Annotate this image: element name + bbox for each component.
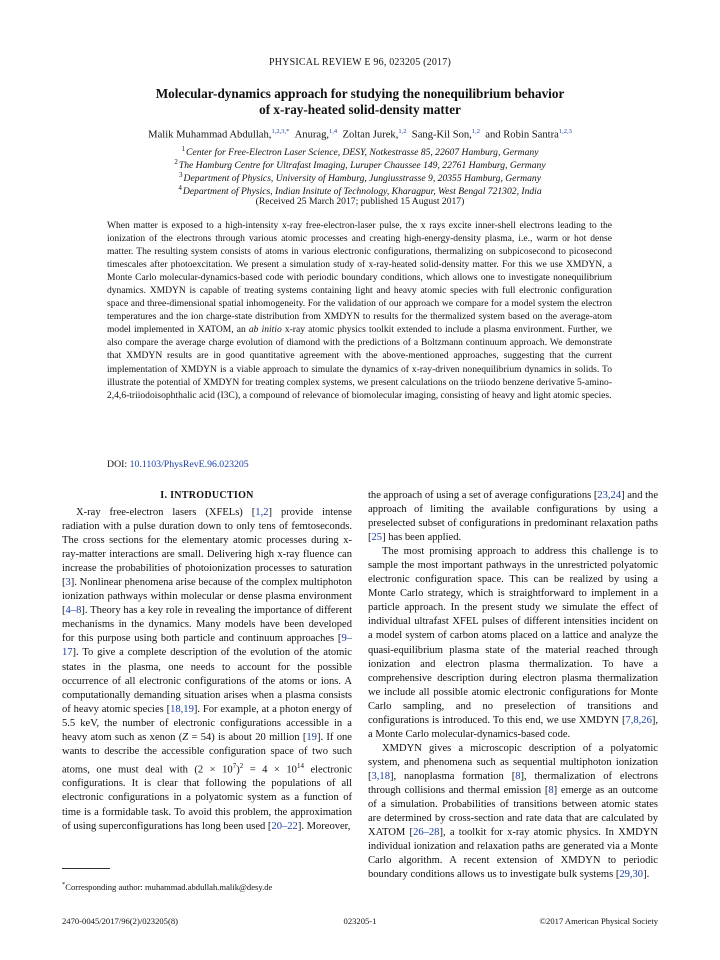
citation[interactable]: 29,30	[619, 869, 644, 881]
atomic-number-symbol: Z	[182, 731, 189, 743]
citation[interactable]: 4–8	[65, 605, 82, 617]
intro-paragraph-1: X-ray free-electron lasers (XFELs) [1,2] provide intense radiation with a pulse duration down to only tens of femtoseconds. The cross sections for the elementary atomic processes during x-ray-matter interactions are small. Delivering high x-ray fluence can increase the probabilities of photoionization processes to saturation [3]. Nonlinear phenomena arise because of the complex multiphoton ionization pathways within molecular or dense plasma environment [4–8]. Theory has a key role in revealing the importance of different mechanisms in the dynamics. Many models have been developed for this purpose using both particle and continuum approaches [9–17]. To give a complete description of the evolution of the atomic states in the plasma, one needs to account for the possible occurrence of all electronic configurations of the atoms or ions. A computationally demanding situation arises when a plasma consists of heavy atomic species [18,19]. For example, at a photon energy of 5.5 keV, the number of electronic configurations accessible in a heavy atom such as xenon (Z = 54) is about 20 million [19]. If one wants to describe the accessible configuration space of two such atoms, one must deal with $(2 \times 10^7)^2 = 4 \times 10^{14}$ electronic configurations. It is clear that following the populations of all electronic configurations in a polyatomic system as a function of time is a formidable task. To avoid this problem, the approximation of using superconfigurations has long been used [20–22]. Moreover,	[62, 507, 353, 832]
citation[interactable]: 26–28	[413, 827, 440, 839]
author-1: Malik Muhammad Abdullah,	[148, 129, 272, 141]
citation[interactable]: 7,8,26	[625, 714, 652, 726]
author-5: and Robin Santra	[485, 129, 559, 141]
running-head: PHYSICAL REVIEW E 96, 023205 (2017)	[269, 57, 451, 68]
footer-copyright: ©2017 American Physical Society	[539, 916, 658, 926]
title-line-2: of x-ray-heated solid-density matter	[259, 102, 461, 117]
author-1-affil[interactable]: 1,2,3,*	[271, 128, 290, 135]
doi-line	[107, 459, 249, 470]
affiliation-3: $^3$Department of Physics, University of Hamburg, Jungiusstrasse 9, 20355 Hamburg, Germany	[179, 171, 541, 185]
abstract-italic: ab initio	[248, 324, 282, 336]
author-list	[40, 128, 680, 141]
title-line-1: Molecular-dynamics approach for studying the nonequilibrium behavior	[155, 86, 565, 101]
citation[interactable]: 8	[548, 784, 554, 796]
footnote-mark: *	[62, 881, 66, 888]
citation[interactable]: 19	[306, 731, 317, 743]
citation[interactable]: 9–17	[62, 633, 352, 659]
doi-link[interactable]: 10.1103/PhysRevE.96.023205	[129, 459, 249, 470]
intro-paragraph-2: The most promising approach to address this challenge is to sample the most important pathways in the unrestricted polyatomic electronic configuration space. This can be realized by using a Monte Carlo strategy, which is straightforward to implement in a particle approach. In the present study we simulate the effect of individual ultrafast XFEL pulses of different intensities incident on a model system of carbon atoms placed on a lattice and analyze the quasi-equilibrium plasma state of the material reached through ionization and electron plasma thermalization. To have a comprehensive description during electron plasma thermalization we include all possible atomic electronic configurations for Monte Carlo sampling, and no preselection of transitions and configurations is introduced. To this end, we use XMDYN [7,8,26], a Monte Carlo molecular-dynamics-based code.	[368, 546, 658, 740]
citation[interactable]: 25	[371, 532, 383, 544]
footer-issn: 2470-0045/2017/96(2)/023205(8)	[62, 916, 179, 926]
author-2-affil[interactable]: 1,4	[329, 128, 338, 135]
right-column	[368, 489, 658, 882]
footer-page-number: 023205-1	[343, 916, 377, 926]
affiliation-2: $^2$The Hamburg Centre for Ultrafast Imaging, Luruper Chaussee 149, 22761 Hamburg, Germany	[174, 158, 546, 172]
intro-paragraph-1-cont: the approach of using a set of average configurations [23,24] and the approach of limiting the available configurations by using a preselected subset of configurations in predominant relaxation paths [25] has been applied.	[368, 490, 659, 544]
footnote-text: Corresponding author: muhammad.abdullah.malik@desy.de	[65, 881, 273, 892]
footnote	[62, 881, 362, 892]
author-5-affil[interactable]: 1,2,3	[558, 128, 572, 135]
citation[interactable]: 23,24	[597, 490, 622, 501]
affiliation-1: $^1$Center for Free-Electron Laser Science, DESY, Notkestrasse 85, 22607 Hamburg, Germany	[181, 145, 539, 159]
author-2: Anurag,	[294, 129, 330, 141]
citation[interactable]: 8	[515, 770, 521, 782]
author-4-affil[interactable]: 1,2	[471, 128, 480, 135]
citation[interactable]: 18,19	[170, 703, 194, 715]
citation[interactable]: 1,2	[255, 507, 269, 518]
author-4: Sang-Kil Son,	[411, 129, 472, 141]
section-heading: I. INTRODUCTION	[160, 490, 254, 501]
footnote-rule	[62, 868, 110, 869]
citation[interactable]: 20–22	[271, 820, 298, 832]
citation[interactable]: 3,18	[371, 770, 390, 782]
doi-label: DOI:	[107, 459, 128, 470]
affiliation-4: $^4$Department of Physics, Indian Insitute of Technology, Kharagpur, West Bengal 721302, India	[178, 184, 542, 198]
author-3-affil[interactable]: 1,2	[398, 128, 407, 135]
abstract: When matter is exposed to a high-intensity x-ray free-electron-laser pulse, the x rays excite inner-shell electrons leading to the ionization of the electrons through various atomic processes and creating high-energy-density plasma, i.e., warm or hot dense matter. The resulting system consists of atoms in various electronic configurations, thermalizing on subpicosecond to picosecond timescales after photoexcitation. We present a simulation study of x-ray-heated solid-density matter. For this we use XMDYN, a Monte Carlo molecular-dynamics-based code with periodic boundary conditions, which allows one to investigate nonequilibrium dynamics. XMDYN is capable of treating systems containing light and heavy atomic species with full electronic configuration space and three-dimensional spatial inhomogeneity. For the validation of our approach we compare for a model system the electron temperatures and the ion charge-state distribution from XMDYN to results for the thermalized system based on the average-atom model implemented in XATOM, an ab initio x-ray atomic physics toolkit extended to include a plasma environment. Further, we also compare the average charge evolution of diamond with the predictions of a Boltzmann continuum approach. We demonstrate that XMDYN results are in good quantitative agreement with the above-mentioned approaches, suggesting that the current implementation of XMDYN is a viable approach to simulate the dynamics of x-ray-driven nonequilibrium dynamics in solids. To illustrate the potential of XMDYN for treating complex systems, we present calculations on the triiodo benzene derivative 5-amino-2,4,6-triiodoisophthalic acid (I3C), a compound of relevance of biomolecular imaging, consisting of heavy and light atomic species.	[107, 220, 613, 401]
citation[interactable]: 3	[65, 577, 71, 589]
received-dates: (Received 25 March 2017; published 15 August 2017)	[255, 196, 465, 207]
intro-paragraph-3: XMDYN gives a microscopic description of a polyatomic system, and phenomena such as sequential multiphoton ionization [3,18], nanoplasma formation [8], thermalization of electrons through collisions and thermal emission [8] emerge as an outcome of a simulation. Probabilities of transitions between atomic states are determined by cross-section and rate data that are calculated by XATOM [26–28], a toolkit for x-ray atomic physics. In XMDYN individual ionization and relaxation paths are generated via a Monte Carlo algorithm. A recent extension of XMDYN to periodic boundary conditions allows us to investigate bulk systems [29,30].	[368, 742, 658, 881]
left-column	[62, 506, 352, 834]
paper-title	[80, 86, 640, 118]
author-3: Zoltan Jurek,	[342, 129, 399, 141]
